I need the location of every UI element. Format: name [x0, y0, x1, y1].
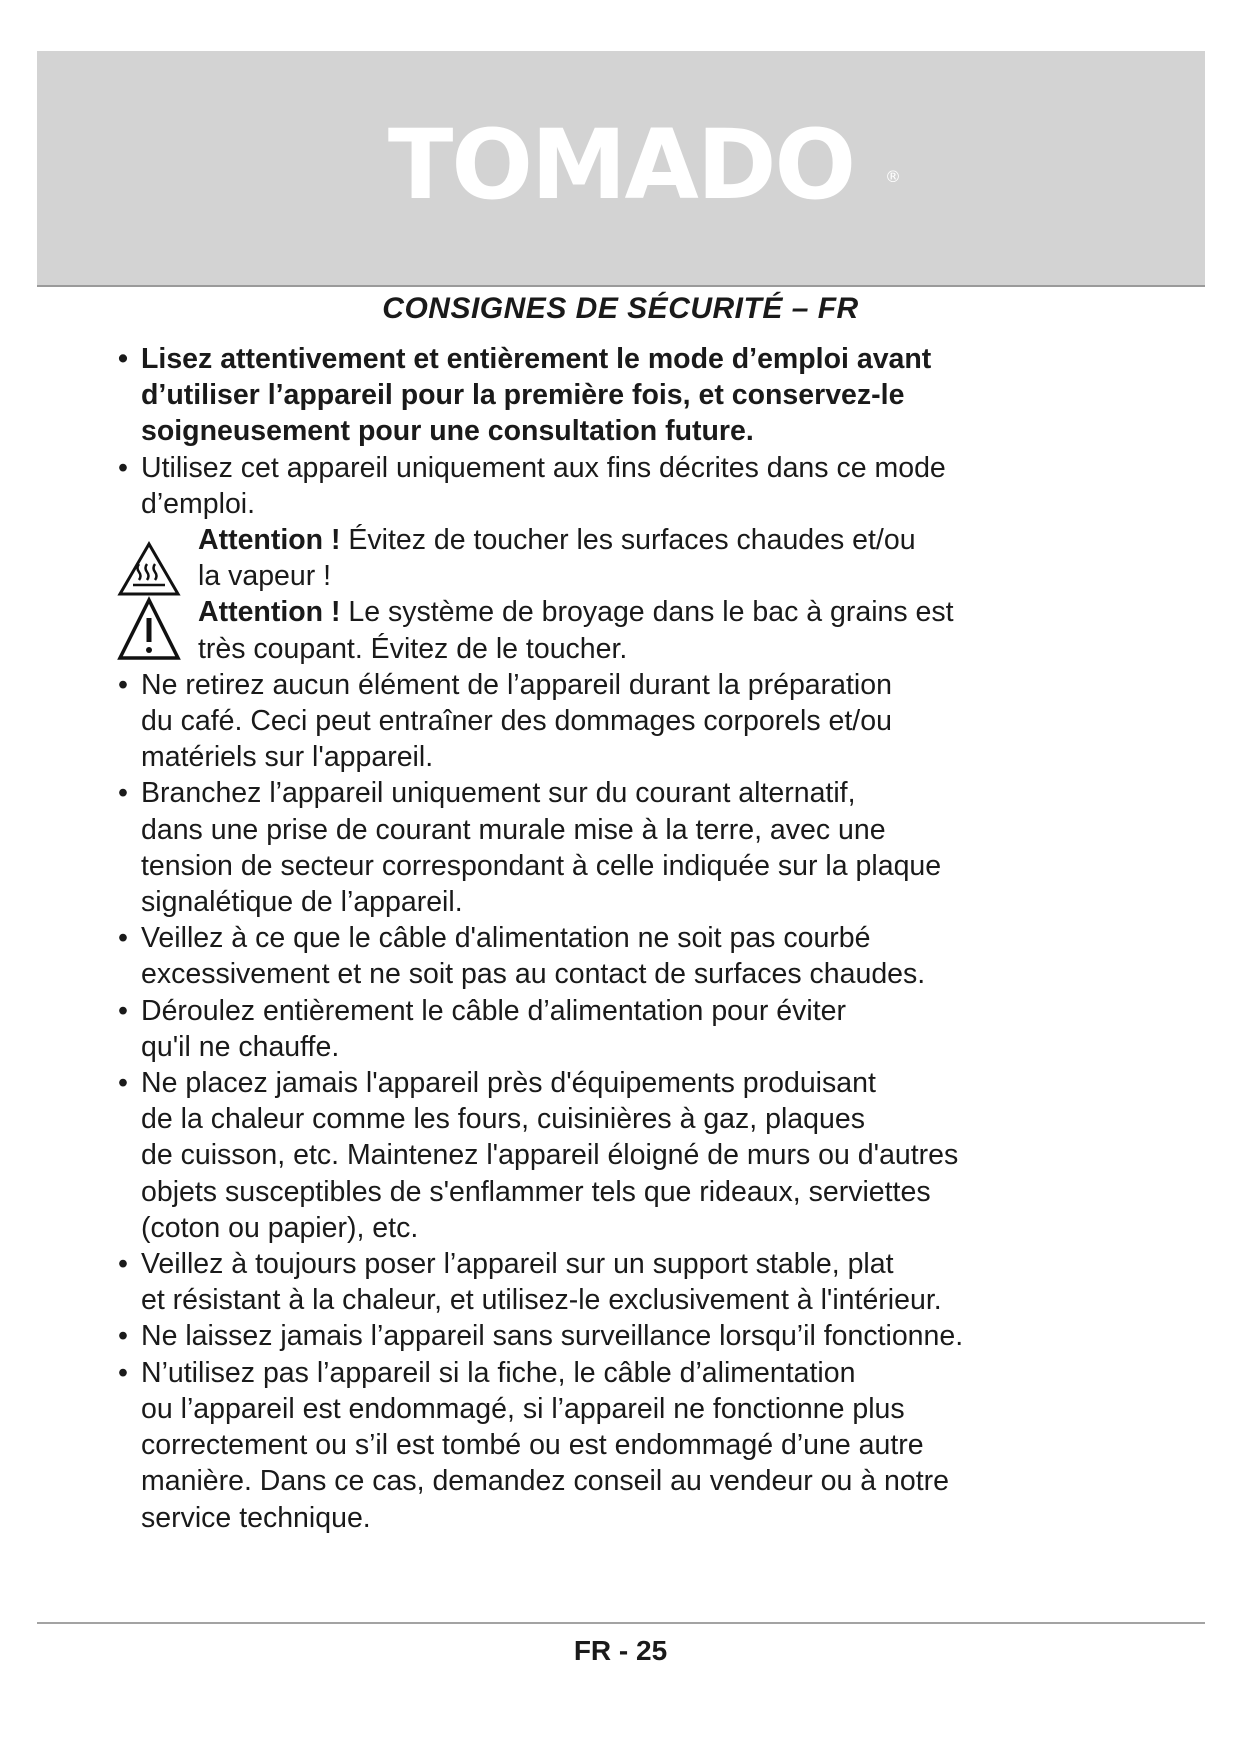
list-item: [115, 993, 1135, 1065]
bullet: •: [118, 1356, 128, 1389]
page-number: FR - 25: [573, 1635, 668, 1666]
footer-divider: [37, 1622, 1205, 1624]
brand-header: [37, 51, 1205, 287]
item-line: N’utilisez pas l’appareil si la fiche, le câble d’alimentation: [141, 1356, 856, 1389]
item-line: de la chaleur comme les fours, cuisinières à gaz, plaques: [141, 1103, 865, 1136]
item-line: de cuisson, etc. Maintenez l'appareil éloigné de murs ou d'autres: [141, 1139, 959, 1172]
bullet: •: [118, 1320, 128, 1353]
item-line: Veillez à ce que le câble d'alimentation ne soit pas courbé: [141, 922, 871, 955]
item-line: Déroulez entièrement le câble d’alimentation pour éviter: [141, 994, 846, 1027]
item-line: qu'il ne chauffe.: [141, 1030, 340, 1063]
safety-instructions: [115, 341, 1135, 1536]
item-line: (coton ou papier), etc.: [141, 1211, 419, 1244]
warning-text: Évitez de toucher les surfaces chaudes et/ou: [340, 524, 916, 557]
item-line: ou l’appareil est endommagé, si l’appareil ne fonctionne plus: [141, 1392, 905, 1425]
item-line: Ne retirez aucun élément de l’appareil durant la préparation: [141, 668, 892, 701]
bullet: •: [118, 668, 128, 701]
item-line: excessivement et ne soit pas au contact de surfaces chaudes.: [141, 958, 926, 991]
bullet: •: [118, 777, 128, 810]
warning-sharp-grinder: [115, 594, 1135, 666]
list-item: [115, 667, 1135, 776]
list-item: [115, 450, 1135, 522]
warning-text: la vapeur !: [198, 560, 332, 593]
list-item: [115, 920, 1135, 992]
item-line: Veillez à toujours poser l’appareil sur un support stable, plat: [141, 1248, 894, 1281]
page-title: CONSIGNES DE SÉCURITÉ – FR: [382, 292, 859, 325]
bullet: •: [118, 1067, 128, 1100]
item-line: tension de secteur correspondant à celle indiquée sur la plaque: [141, 849, 942, 882]
bullet: •: [118, 451, 128, 484]
item-line: Branchez l’appareil uniquement sur du courant alternatif,: [141, 777, 856, 810]
bullet: •: [118, 922, 128, 955]
item-line: du café. Ceci peut entraîner des dommages corporels et/ou: [141, 705, 892, 738]
item-line: signalétique de l’appareil.: [141, 886, 463, 919]
bullet: •: [118, 1248, 128, 1281]
warning-label: Attention !: [198, 596, 341, 629]
list-item: [115, 1318, 1135, 1354]
item-line: correctement ou s’il est tombé ou est endommagé d’une autre: [141, 1429, 924, 1462]
bullet: •: [118, 994, 128, 1027]
item-line: objets susceptibles de s'enflammer tels que rideaux, serviettes: [141, 1175, 931, 1208]
warning-label: Attention !: [198, 524, 341, 557]
item-line: matériels sur l'appareil.: [141, 741, 434, 774]
warning-text: Le système de broyage dans le bac à grains est: [340, 596, 954, 629]
warning-text: très coupant. Évitez de le toucher.: [198, 632, 628, 665]
item-line: dans une prise de courant murale mise à la terre, avec une: [141, 813, 886, 846]
list-item: [115, 341, 1135, 450]
warning-triangle-icon: [117, 596, 181, 662]
item-line: d’emploi.: [141, 487, 256, 520]
list-item: [115, 1065, 1135, 1246]
list-item: [115, 775, 1135, 920]
tomado-logo: TOMADO: [387, 109, 855, 221]
warning-hot-surface: [115, 522, 1135, 594]
item-line: Ne placez jamais l'appareil près d'équipements produisant: [141, 1067, 876, 1100]
bullet: •: [118, 343, 128, 375]
item-line: d’utiliser l’appareil pour la première fois, et conservez-le: [141, 379, 905, 412]
hot-surface-icon: [117, 540, 181, 598]
item-line: Lisez attentivement et entièrement le mode d’emploi avant: [141, 343, 932, 375]
list-item: [115, 1355, 1135, 1536]
item-line: manière. Dans ce cas, demandez conseil au vendeur ou à notre: [141, 1465, 949, 1498]
registered-mark: ®: [885, 167, 901, 186]
item-line: Utilisez cet appareil uniquement aux fins décrites dans ce mode: [141, 451, 946, 484]
item-line: soigneusement pour une consultation future.: [141, 415, 754, 448]
item-line: et résistant à la chaleur, et utilisez-le exclusivement à l'intérieur.: [141, 1284, 942, 1317]
list-item: [115, 1246, 1135, 1318]
item-line: service technique.: [141, 1501, 371, 1534]
item-line: Ne laissez jamais l’appareil sans surveillance lorsqu’il fonctionne.: [141, 1320, 964, 1353]
